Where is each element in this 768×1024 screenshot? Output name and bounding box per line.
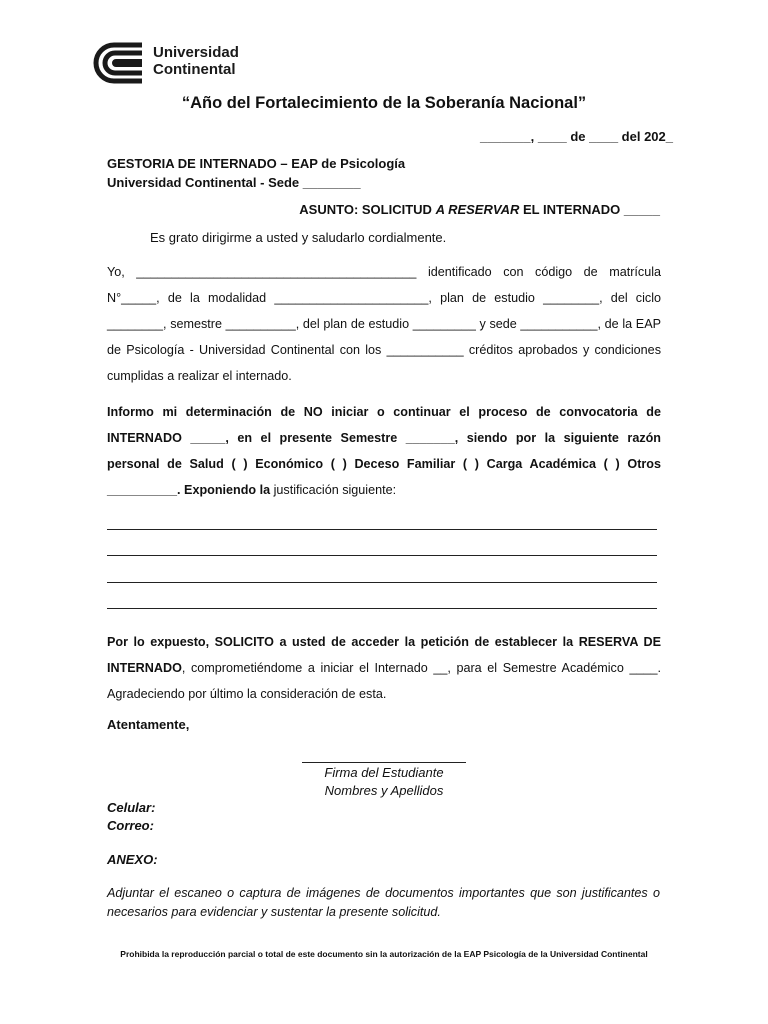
request-part-b: SOLICITO [214,635,274,649]
annex-title: ANEXO: [107,852,158,867]
footer-notice: Prohibida la reproducción parcial o total de este documento sin la autorización de la EAP Psicología de la Universidad Continental [120,949,648,959]
email-label: Correo: [107,818,154,833]
phone-label: Celular: [107,800,156,815]
name-label: Nombres y Apellidos [324,783,444,798]
justification-line-2 [107,555,657,556]
logo-line-1: Universidad [153,44,239,61]
signature-block [254,764,514,800]
request-part-c: a usted de acceder la petición de establecer la [273,635,579,649]
request-part-a: Por lo expuesto, [107,635,215,649]
date-line: _______, ____ de ____ del 202_ [480,129,673,144]
paragraph-determination [107,399,661,503]
justification-line-1 [107,529,657,530]
paragraph-request [107,629,661,707]
greeting: Es grato dirigirme a usted y saludarlo cordialmente. [150,230,447,245]
subject-italic: A RESERVAR [435,202,520,217]
closing: Atentamente, [107,717,190,732]
paragraph-identification: Yo, ________________________________________ identificado con código de matrícula N°_____, de la modalidad ______________________, plan de estudio ________, del ciclo ________, semestre __________, del plan de estudio _________ y sede ___________, de la EAP de Psicología - Universidad Continental con los ___________ créditos aprobados y condiciones cumplidas a realizar el internado. [107,265,661,383]
request-part-d: RESERVA DE INTERNADO [107,635,661,675]
paragraph-determination-end: justificación siguiente: [273,483,397,497]
annex-text: Adjuntar el escaneo o captura de imágenes de documentos importantes que son justificantes o necesarios para evidenciar y sustentar la presente solicitud. [107,886,660,919]
signature-label: Firma del Estudiante [324,765,444,780]
logo-line-2: Continental [153,61,236,78]
signature-line [302,762,466,763]
subject-prefix: ASUNTO: SOLICITUD [299,202,436,217]
request-part-e: , comprometiéndome a iniciar el Internado __, para el Semestre Académico ____. Agradeciendo por último la consideración de esta. [107,661,661,701]
addressee [107,154,405,192]
justification-line-3 [107,582,657,583]
contact-block [107,799,155,835]
paragraph-determination-body: Informo mi determinación de NO iniciar o continuar el proceso de convocatoria de INTERNADO _____, en el presente Semestre _______, siendo por la siguiente razón personal de Salud ( ) Económico ( ) Deceso Familiar ( ) Carga Académica ( ) Otros __________. Exponiendo la [107,405,661,497]
addressee-line-1: GESTORIA DE INTERNADO – EAP de Psicología [107,156,406,171]
justification-line-4 [107,608,657,609]
subject-line [107,202,660,217]
motto-title: “Año del Fortalecimiento de la Soberanía Nacional” [181,94,587,112]
addressee-line-2: Universidad Continental - Sede ________ [107,175,361,190]
subject-suffix: EL INTERNADO _____ [519,202,660,217]
logo-wordmark [153,44,239,78]
